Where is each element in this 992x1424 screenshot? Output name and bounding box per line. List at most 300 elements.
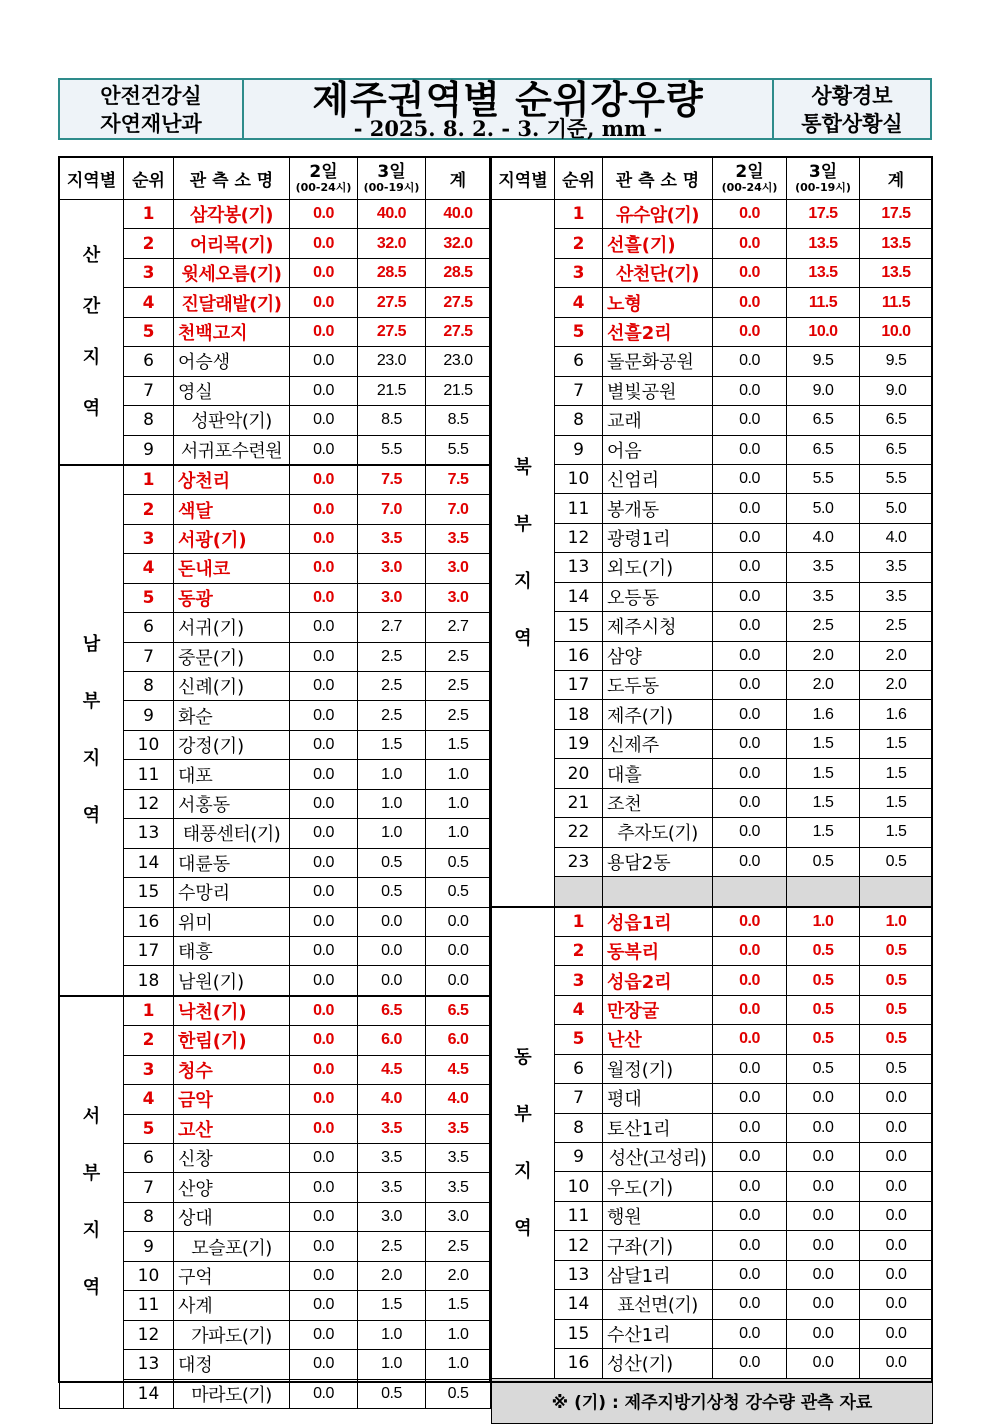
region-cell <box>60 996 124 1409</box>
day3-cell: 0.0 <box>787 1113 860 1142</box>
day3-cell: 3.5 <box>787 582 860 611</box>
rank-cell: 13 <box>124 1350 174 1379</box>
rank-cell: 6 <box>124 613 174 642</box>
day3-cell: 3.0 <box>358 583 426 612</box>
table-row <box>60 258 491 287</box>
total-cell: 11.5 <box>860 288 933 317</box>
rank-cell: 9 <box>124 435 174 465</box>
table-row <box>60 229 491 258</box>
day2-cell: 0.0 <box>713 258 787 287</box>
table-row <box>492 907 933 937</box>
station-cell: 유수암(기) <box>603 200 713 229</box>
day3-cell: 4.0 <box>358 1085 426 1114</box>
day3-cell: 5.0 <box>787 494 860 523</box>
station-cell: 신엄리 <box>603 464 713 493</box>
total-cell: 0.0 <box>860 1172 933 1201</box>
day3-cell: 0.0 <box>358 936 426 965</box>
day2-cell: 0.0 <box>290 760 358 789</box>
table-row <box>60 613 491 642</box>
rank-cell: 11 <box>555 494 603 523</box>
day2-cell: 0.0 <box>290 465 358 495</box>
total-cell: 3.5 <box>860 553 933 582</box>
total-cell: 4.0 <box>426 1085 491 1114</box>
table-row <box>60 288 491 317</box>
day2-cell: 0.0 <box>713 1054 787 1083</box>
col-day2 <box>290 158 358 200</box>
rank-cell: 5 <box>124 1114 174 1143</box>
rank-cell: 8 <box>555 406 603 435</box>
station-cell: 한림(기) <box>174 1026 290 1055</box>
station-cell: 태풍센터(기) <box>174 819 290 848</box>
station-cell: 선흘(기) <box>603 229 713 258</box>
table-row <box>60 789 491 818</box>
day3-cell: 4.5 <box>358 1055 426 1084</box>
total-cell: 0.5 <box>860 995 933 1024</box>
rank-cell: 14 <box>555 1290 603 1319</box>
day3-cell: 13.5 <box>787 258 860 287</box>
left-rainfall-table <box>59 157 491 1409</box>
table-row <box>492 671 933 700</box>
day3-cell: 10.0 <box>787 317 860 346</box>
table-row <box>60 701 491 730</box>
station-cell: 신창 <box>174 1144 290 1173</box>
total-cell: 2.0 <box>860 641 933 670</box>
station-cell: 가파도(기) <box>174 1320 290 1349</box>
day3-cell: 3.5 <box>358 1144 426 1173</box>
total-cell: 1.5 <box>860 818 933 847</box>
total-cell: 32.0 <box>426 229 491 258</box>
rank-cell: 17 <box>124 936 174 965</box>
col-day3-label: 3일 <box>377 161 406 182</box>
day2-cell: 0.0 <box>290 613 358 642</box>
table-row <box>60 465 491 495</box>
station-cell: 남원(기) <box>174 966 290 996</box>
total-cell: 3.0 <box>426 1202 491 1231</box>
office-line-1: 상황경보 <box>811 84 893 108</box>
station-cell: 어승생 <box>174 347 290 376</box>
table-row <box>492 317 933 346</box>
total-cell: 13.5 <box>860 258 933 287</box>
station-cell: 서광(기) <box>174 524 290 553</box>
rank-cell: 10 <box>124 1261 174 1290</box>
total-cell: 2.5 <box>860 612 933 641</box>
rank-cell: 17 <box>555 671 603 700</box>
station-cell: 삼양 <box>603 641 713 670</box>
day3-cell: 1.5 <box>358 1291 426 1320</box>
station-cell: 산천단(기) <box>603 258 713 287</box>
total-cell: 17.5 <box>860 200 933 229</box>
station-cell: 교래 <box>603 406 713 435</box>
day2-cell: 0.0 <box>713 818 787 847</box>
station-cell: 구좌(기) <box>603 1231 713 1260</box>
total-cell: 0.5 <box>860 966 933 995</box>
total-cell: 3.5 <box>860 582 933 611</box>
station-cell: 용담2동 <box>603 847 713 876</box>
rank-cell: 12 <box>124 789 174 818</box>
col-day2-period: (00-24시) <box>295 180 352 194</box>
department-line-1: 안전건강실 <box>100 84 202 108</box>
rank-cell: 11 <box>124 760 174 789</box>
day2-cell: 0.0 <box>713 759 787 788</box>
station-cell: 영실 <box>174 376 290 405</box>
day2-cell: 0.0 <box>713 582 787 611</box>
total-cell: 0.0 <box>426 936 491 965</box>
table-row <box>492 1260 933 1289</box>
table-row <box>60 1026 491 1055</box>
day3-cell: 4.0 <box>787 523 860 552</box>
table-row <box>60 495 491 524</box>
left-header-row <box>60 158 491 200</box>
table-row <box>60 1261 491 1290</box>
rank-cell: 13 <box>555 553 603 582</box>
table-row <box>60 1291 491 1320</box>
total-cell: 2.7 <box>426 613 491 642</box>
rank-cell: 8 <box>124 1202 174 1231</box>
station-cell: 돌문화공원 <box>603 347 713 376</box>
day2-cell: 0.0 <box>713 435 787 464</box>
total-cell: 6.0 <box>426 1026 491 1055</box>
rank-cell: 7 <box>124 376 174 405</box>
col-day3-label: 3일 <box>808 161 838 182</box>
table-row <box>492 553 933 582</box>
blank-cell <box>787 877 860 907</box>
day2-cell: 0.0 <box>713 464 787 493</box>
day3-cell: 9.5 <box>787 347 860 376</box>
rank-cell: 9 <box>555 435 603 464</box>
total-cell: 0.5 <box>426 878 491 907</box>
day3-cell: 0.0 <box>358 907 426 936</box>
day3-cell: 3.5 <box>787 553 860 582</box>
rank-cell: 4 <box>124 288 174 317</box>
blank-cell <box>603 877 713 907</box>
table-row <box>60 347 491 376</box>
region-cell <box>492 200 555 907</box>
total-cell: 13.5 <box>860 229 933 258</box>
table-row <box>492 200 933 229</box>
day2-cell: 0.0 <box>713 1290 787 1319</box>
rank-cell: 8 <box>555 1113 603 1142</box>
station-cell: 강정(기) <box>174 730 290 759</box>
title-box <box>242 78 774 141</box>
day2-cell: 0.0 <box>713 553 787 582</box>
day3-cell: 13.5 <box>787 229 860 258</box>
col-day3 <box>787 158 860 200</box>
rank-cell: 3 <box>555 966 603 995</box>
day2-cell: 0.0 <box>290 1291 358 1320</box>
day3-cell: 3.0 <box>358 554 426 583</box>
table-row <box>60 1055 491 1084</box>
rank-cell: 2 <box>555 229 603 258</box>
total-cell: 9.0 <box>860 376 933 405</box>
total-cell: 1.0 <box>426 1350 491 1379</box>
day3-cell: 3.5 <box>358 1114 426 1143</box>
table-row <box>492 1025 933 1054</box>
rank-cell: 8 <box>124 672 174 701</box>
day3-cell: 1.6 <box>787 700 860 729</box>
day2-cell: 0.0 <box>713 966 787 995</box>
day2-cell: 0.0 <box>713 1084 787 1113</box>
table-row <box>492 523 933 552</box>
day2-cell: 0.0 <box>290 1261 358 1290</box>
day2-cell: 0.0 <box>290 583 358 612</box>
day2-cell: 0.0 <box>290 1320 358 1349</box>
rank-cell: 1 <box>124 200 174 229</box>
day3-cell: 2.0 <box>787 671 860 700</box>
table-row <box>60 317 491 346</box>
day3-cell: 1.0 <box>358 1320 426 1349</box>
station-cell: 신제주 <box>603 729 713 758</box>
rank-cell: 11 <box>555 1201 603 1230</box>
day2-cell: 0.0 <box>290 1350 358 1379</box>
day2-cell: 0.0 <box>713 1231 787 1260</box>
rank-cell: 14 <box>124 848 174 877</box>
day2-cell: 0.0 <box>290 288 358 317</box>
total-cell: 2.5 <box>426 1232 491 1261</box>
rank-cell: 4 <box>555 288 603 317</box>
day3-cell: 2.0 <box>787 641 860 670</box>
day2-cell: 0.0 <box>290 1379 358 1408</box>
day3-cell: 7.5 <box>358 465 426 495</box>
table-row <box>60 1114 491 1143</box>
table-row <box>60 583 491 612</box>
station-cell: 청수 <box>174 1055 290 1084</box>
table-row <box>60 1320 491 1349</box>
station-cell: 봉개동 <box>603 494 713 523</box>
total-cell: 2.5 <box>426 672 491 701</box>
rank-cell: 12 <box>124 1320 174 1349</box>
table-row <box>60 966 491 996</box>
total-cell: 0.0 <box>860 1113 933 1142</box>
table-row <box>492 936 933 965</box>
day2-cell: 0.0 <box>290 701 358 730</box>
day2-cell: 0.0 <box>713 317 787 346</box>
total-cell: 0.0 <box>426 907 491 936</box>
total-cell: 6.5 <box>426 996 491 1026</box>
day2-cell: 0.0 <box>290 672 358 701</box>
col-station: 관 측 소 명 <box>603 158 713 200</box>
rank-cell: 16 <box>124 907 174 936</box>
department-line-2: 자연재난과 <box>100 112 202 136</box>
day3-cell: 2.5 <box>358 672 426 701</box>
day2-cell: 0.0 <box>713 494 787 523</box>
day3-cell: 1.0 <box>358 789 426 818</box>
total-cell: 3.5 <box>426 1114 491 1143</box>
region-cell <box>60 465 124 996</box>
total-cell: 1.0 <box>426 1320 491 1349</box>
table-row <box>60 642 491 671</box>
total-cell: 3.5 <box>426 1144 491 1173</box>
table-row <box>60 435 491 465</box>
day3-cell: 6.0 <box>358 1026 426 1055</box>
station-cell: 만장굴 <box>603 995 713 1024</box>
day3-cell: 0.5 <box>358 1379 426 1408</box>
station-cell: 성산(기) <box>603 1349 713 1378</box>
total-cell: 6.5 <box>860 435 933 464</box>
rank-cell: 6 <box>555 1054 603 1083</box>
day2-cell: 0.0 <box>290 878 358 907</box>
rank-cell: 15 <box>555 612 603 641</box>
day3-cell: 3.0 <box>358 1202 426 1231</box>
rank-cell: 2 <box>555 936 603 965</box>
table-row <box>492 464 933 493</box>
table-row <box>60 1232 491 1261</box>
day2-cell: 0.0 <box>713 1201 787 1230</box>
day3-cell: 1.5 <box>787 759 860 788</box>
day3-cell: 1.0 <box>358 1350 426 1379</box>
day3-cell: 1.5 <box>787 788 860 817</box>
rank-cell: 9 <box>124 1232 174 1261</box>
day2-cell: 0.0 <box>713 376 787 405</box>
table-row <box>60 376 491 405</box>
rank-cell: 16 <box>555 1349 603 1378</box>
day3-cell: 2.5 <box>787 612 860 641</box>
region-label: 남 부 지 역 <box>82 634 101 827</box>
rank-cell: 4 <box>124 1085 174 1114</box>
table-row <box>492 1143 933 1172</box>
day3-cell: 1.5 <box>787 818 860 847</box>
table-row <box>60 819 491 848</box>
total-cell: 8.5 <box>426 406 491 435</box>
day2-cell: 0.0 <box>290 376 358 405</box>
day3-cell: 5.5 <box>358 435 426 465</box>
day3-cell: 2.5 <box>358 642 426 671</box>
total-cell: 7.0 <box>426 495 491 524</box>
day2-cell: 0.0 <box>290 848 358 877</box>
day2-cell: 0.0 <box>713 406 787 435</box>
table-row <box>492 759 933 788</box>
total-cell: 2.5 <box>426 642 491 671</box>
day2-cell: 0.0 <box>290 936 358 965</box>
col-day2 <box>713 158 787 200</box>
note-text: ※ (기) : 제주지방기상청 강수량 관측 자료 <box>492 1378 933 1423</box>
rank-cell: 3 <box>124 524 174 553</box>
station-cell: 사계 <box>174 1291 290 1320</box>
total-cell: 28.5 <box>426 258 491 287</box>
day3-cell: 0.5 <box>787 1025 860 1054</box>
day3-cell: 17.5 <box>787 200 860 229</box>
day3-cell: 0.0 <box>358 966 426 996</box>
table-row <box>60 848 491 877</box>
day2-cell: 0.0 <box>713 700 787 729</box>
station-cell: 동복리 <box>603 936 713 965</box>
total-cell: 0.0 <box>860 1084 933 1113</box>
day2-cell: 0.0 <box>290 229 358 258</box>
total-cell: 0.5 <box>860 847 933 876</box>
day3-cell: 0.5 <box>787 1054 860 1083</box>
right-rainfall-table <box>491 157 933 1424</box>
total-cell: 3.0 <box>426 554 491 583</box>
department-box <box>60 80 242 138</box>
day3-cell: 2.5 <box>358 701 426 730</box>
total-cell: 1.5 <box>426 730 491 759</box>
table-row <box>60 524 491 553</box>
total-cell: 0.0 <box>426 966 491 996</box>
col-rank: 순위 <box>555 158 603 200</box>
total-cell: 10.0 <box>860 317 933 346</box>
station-cell: 표선면(기) <box>603 1290 713 1319</box>
table-row <box>492 376 933 405</box>
col-total: 계 <box>426 158 491 200</box>
rank-cell: 13 <box>124 819 174 848</box>
station-cell: 삼달1리 <box>603 1260 713 1289</box>
day2-cell: 0.0 <box>290 1202 358 1231</box>
rank-cell: 16 <box>555 641 603 670</box>
day3-cell: 0.5 <box>787 936 860 965</box>
table-row <box>60 1173 491 1202</box>
station-cell: 오등동 <box>603 582 713 611</box>
day2-cell: 0.0 <box>713 523 787 552</box>
total-cell: 1.0 <box>426 760 491 789</box>
rank-cell: 8 <box>124 406 174 435</box>
rank-cell: 22 <box>555 818 603 847</box>
station-cell: 돈내코 <box>174 554 290 583</box>
total-cell: 6.5 <box>860 406 933 435</box>
table-row <box>492 347 933 376</box>
total-cell: 0.0 <box>860 1319 933 1348</box>
station-cell: 광령1리 <box>603 523 713 552</box>
total-cell: 40.0 <box>426 200 491 229</box>
total-cell: 2.0 <box>426 1261 491 1290</box>
total-cell: 7.5 <box>426 465 491 495</box>
table-row <box>492 229 933 258</box>
day3-cell: 32.0 <box>358 229 426 258</box>
day3-cell: 21.5 <box>358 376 426 405</box>
col-day3-period: (00-19시) <box>363 180 420 194</box>
table-row <box>492 729 933 758</box>
station-cell: 성읍2리 <box>603 966 713 995</box>
table-row <box>492 406 933 435</box>
day2-cell: 0.0 <box>290 1055 358 1084</box>
day2-cell: 0.0 <box>290 996 358 1026</box>
day3-cell: 0.0 <box>787 1201 860 1230</box>
col-region: 지역별 <box>492 158 555 200</box>
day2-cell: 0.0 <box>290 1173 358 1202</box>
day2-cell: 0.0 <box>290 347 358 376</box>
station-cell: 대흘 <box>603 759 713 788</box>
day3-cell: 0.0 <box>787 1290 860 1319</box>
day3-cell: 2.0 <box>358 1261 426 1290</box>
day2-cell: 0.0 <box>713 641 787 670</box>
total-cell: 4.5 <box>426 1055 491 1084</box>
rank-cell: 6 <box>124 1144 174 1173</box>
rank-cell: 20 <box>555 759 603 788</box>
rank-cell: 5 <box>555 317 603 346</box>
day2-cell: 0.0 <box>290 435 358 465</box>
station-cell: 천백고지 <box>174 317 290 346</box>
region-cell <box>60 200 124 465</box>
total-cell: 3.0 <box>426 583 491 612</box>
rank-cell: 2 <box>124 1026 174 1055</box>
day2-cell: 0.0 <box>713 907 787 937</box>
table-row <box>492 1201 933 1230</box>
station-cell: 제주시청 <box>603 612 713 641</box>
rank-cell: 5 <box>555 1025 603 1054</box>
rank-cell: 3 <box>124 258 174 287</box>
day2-cell: 0.0 <box>290 1232 358 1261</box>
report-header <box>58 78 932 140</box>
rank-cell: 18 <box>124 966 174 996</box>
table-row <box>60 672 491 701</box>
blank-cell <box>713 877 787 907</box>
rank-cell: 3 <box>555 258 603 287</box>
rank-cell: 9 <box>124 701 174 730</box>
table-row <box>60 1144 491 1173</box>
day3-cell: 0.0 <box>787 1084 860 1113</box>
day2-cell: 0.0 <box>290 200 358 229</box>
rank-cell: 21 <box>555 788 603 817</box>
table-row <box>492 966 933 995</box>
station-cell: 금악 <box>174 1085 290 1114</box>
